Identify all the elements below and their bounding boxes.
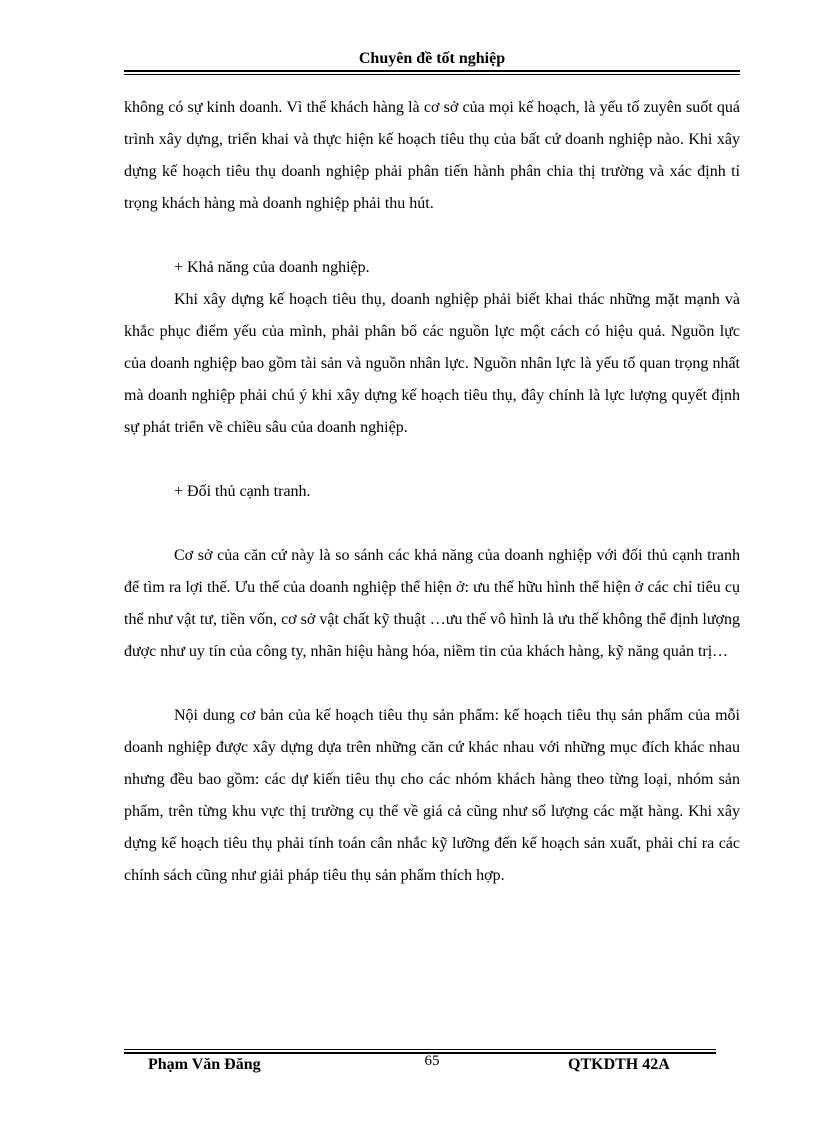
footer-rule-secondary <box>124 1049 716 1050</box>
footer-author: Phạm Văn Đăng <box>148 1056 261 1073</box>
paragraph-plan-content: Nội dung cơ bản của kế hoạch tiêu thụ sản phẩm: kế hoạch tiêu thụ sản phẩm của mỗi doanh nghiệp được xây dựng dựa trên những căn cứ khác nhau với những mục đích khác nhau nhưng đều bao gồm: các dự kiến tiêu thụ cho các nhóm khách hàng theo từng loại, nhóm sản phẩm, trên từng khu vực thị trường cụ thể về giá cả cũng như số lượng các mặt hàng. Khi xây dựng kế hoạch tiêu thụ phải tính toán cân nhắc kỹ lưỡng đến kế hoạch sản xuất, phải chỉ ra các chính sách cũng như giải pháp tiêu thụ sản phẩm thích hợp. <box>124 707 740 884</box>
heading-enterprise-capability: + Khả năng của doanh nghiệp. <box>174 259 370 276</box>
footer-class-code: QTKDTH 42A <box>568 1056 670 1073</box>
header-rule <box>124 70 740 72</box>
header-rule-secondary <box>124 74 740 75</box>
heading-competitors: + Đối thủ cạnh tranh. <box>174 483 311 500</box>
document-body <box>124 92 740 892</box>
header-title: Chuyên đề tốt nghiệp <box>358 50 506 67</box>
paragraph-customers: không có sự kinh doanh. Vì thế khách hàng là cơ sở của mọi kế hoạch, là yếu tố zuyên suốt quá trình xây dựng, triển khai và thực hiện kế hoạch tiêu thụ của bất cứ doanh nghiệp nào. Khi xây dựng kế hoạch tiêu thụ doanh nghiệp phải phân tiến hành phân chia thị trường và xác định tỉ trọng khách hàng mà doanh nghiệp phải thu hút. <box>124 99 740 212</box>
page-number: 65 <box>424 1053 440 1069</box>
paragraph-enterprise-capability: Khi xây dựng kế hoạch tiêu thụ, doanh nghiệp phải biết khai thác những mặt mạnh và khắc phục điểm yếu của mình, phải phân bổ các nguồn lực một cách có hiệu quả. Nguồn lực của doanh nghiệp bao gồm tài sản và nguồn nhân lực. Nguồn nhân lực là yếu tố quan trọng nhất mà doanh nghiệp phải chú ý khi xây dựng kế hoạch tiêu thụ, đây chính là lực lượng quyết định sự phát triển về chiều sâu của doanh nghiệp. <box>124 291 740 436</box>
paragraph-competitors: Cơ sở của căn cứ này là so sánh các khả năng của doanh nghiệp với đối thủ cạnh tranh để tìm ra lợi thế. Ưu thế của doanh nghiệp thể hiện ở: ưu thế hữu hình thể hiện ở các chỉ tiêu cụ thể như vật tư, tiền vốn, cơ sở vật chất kỹ thuật …ưu thế vô hình là ưu thế không thể định lượng được như uy tín của công ty, nhãn hiệu hàng hóa, niềm tin của khách hàng, kỹ năng quản trị… <box>124 547 740 660</box>
